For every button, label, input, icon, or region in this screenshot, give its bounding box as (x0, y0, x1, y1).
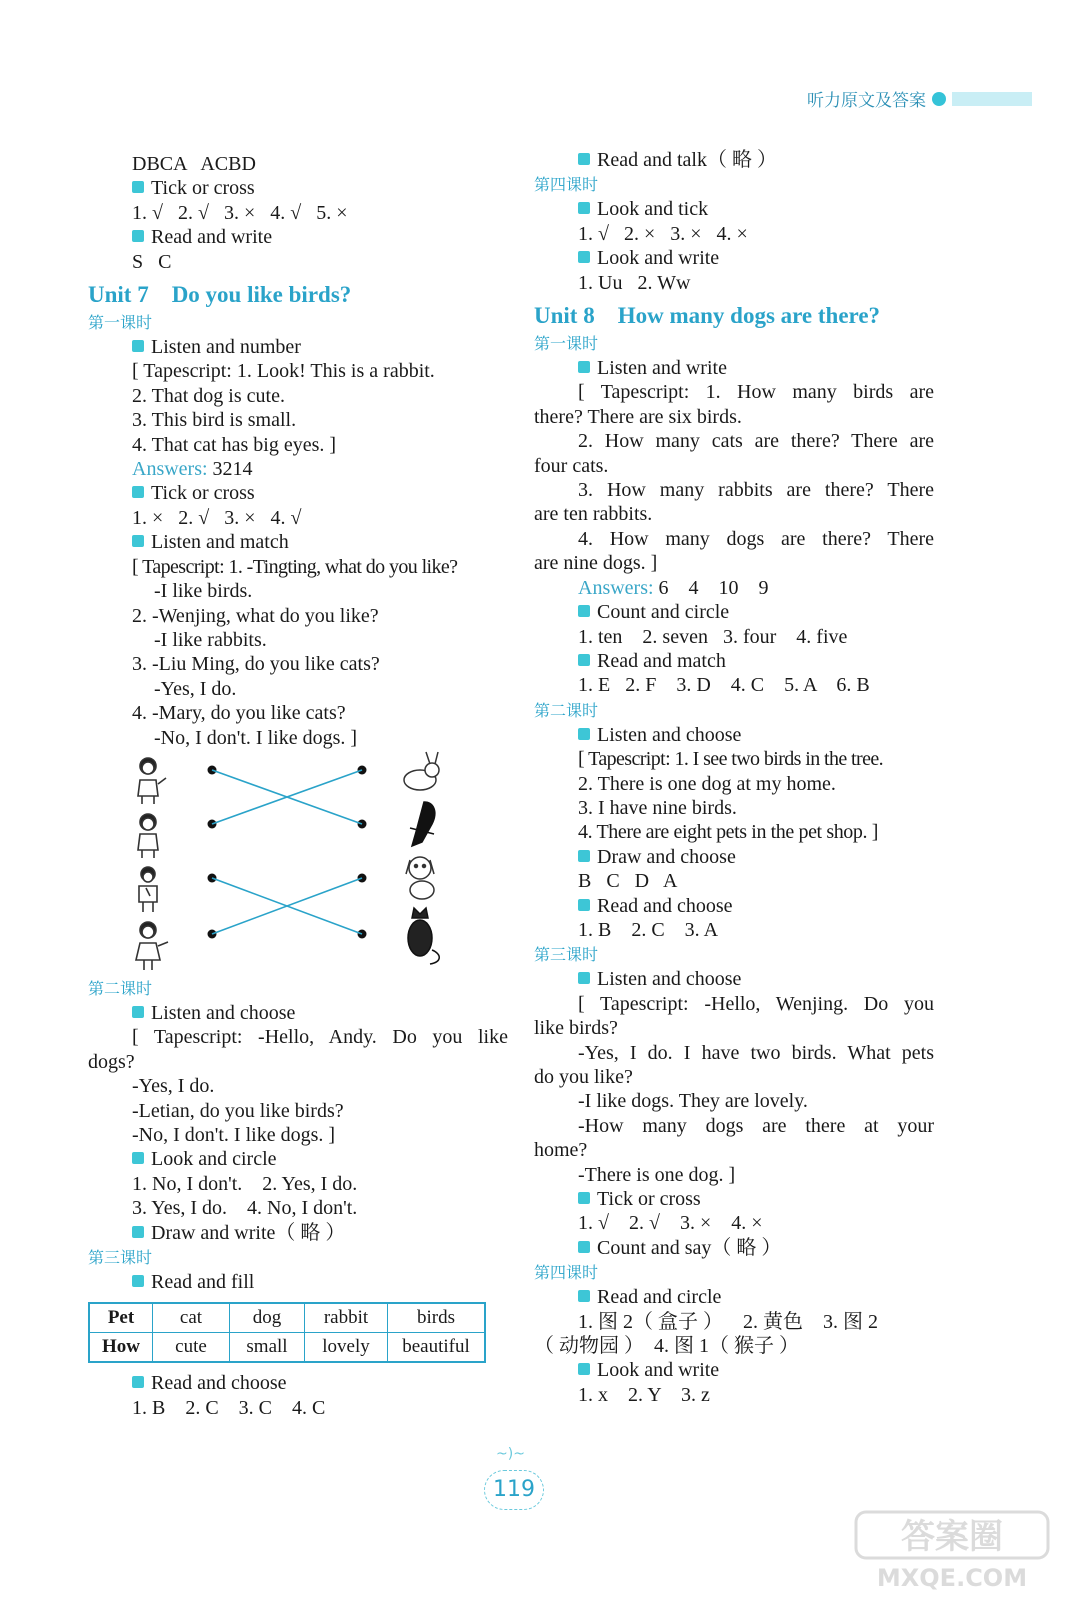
table-cell: Pet (89, 1303, 153, 1333)
tapescript-line: like birds? (534, 1017, 618, 1040)
child-tingting-icon (138, 758, 166, 804)
tapescript-line: -Yes, I do. (132, 1075, 215, 1098)
tapescript-line: -I like dogs. They are lovely. (578, 1090, 808, 1113)
answers-line: 1. √ 2. √ 3. × 4. √ 5. × (132, 201, 348, 224)
svg-text:答案圈: 答案圈 (901, 1517, 1003, 1557)
answers-line: B C D A (578, 870, 678, 893)
table-cell: cute (153, 1333, 230, 1363)
tapescript-line: -Letian, do you like birds? (132, 1099, 344, 1122)
bullet-icon (578, 728, 590, 740)
answers-line: Answers: 6 4 10 9 (578, 576, 769, 599)
right-column (534, 148, 934, 1407)
section-title: Count and circle (534, 600, 934, 624)
bullet-icon (578, 1363, 590, 1375)
tapescript-line: [ Tapescript: -Hello, Wenjing. Do you (578, 992, 934, 1015)
section-title: Look and circle (88, 1147, 508, 1171)
table-cell: dog (230, 1303, 305, 1333)
tapescript-line: 2. There is one dog at my home. (578, 772, 836, 795)
table-cell: How (89, 1333, 153, 1363)
table-cell: cat (153, 1303, 230, 1333)
rabbit-icon (404, 752, 439, 790)
tapescript-line: four cats. (534, 454, 609, 477)
table-row (89, 1303, 485, 1333)
tapescript-line: -I like rabbits. (154, 628, 267, 651)
header-title: 听力原文及答案 (807, 91, 926, 111)
answers-label: Answers: (578, 576, 654, 599)
bird-icon (410, 802, 435, 846)
bullet-icon (132, 340, 144, 352)
answers-line: 1. ten 2. seven 3. four 4. five (578, 625, 848, 648)
bullet-icon (132, 1226, 144, 1238)
table-cell: small (230, 1333, 305, 1363)
bullet-icon (578, 153, 590, 165)
lesson-label: 第一课时 (534, 334, 599, 354)
tapescript-line: [ Tapescript: 1. Look! This is a rabbit. (132, 360, 435, 383)
bullet-icon (578, 1192, 590, 1204)
tapescript-line: -There is one dog. ] (578, 1163, 736, 1186)
answers-line: 1. x 2. Y 3. z (578, 1383, 710, 1406)
bullet-icon (132, 486, 144, 498)
answers-line: 1. B 2. C 3. C 4. C (132, 1396, 326, 1419)
tapescript-line: 3. This bird is small. (132, 409, 297, 432)
answers-line: 1. E 2. F 3. D 4. C 5. A 6. B (578, 674, 870, 697)
tapescript-line: 4. There are eight pets in the pet shop. ] (578, 821, 878, 844)
section-title: Read and write (88, 225, 508, 249)
section-title: Read and choose (534, 894, 934, 918)
tapescript-line: are ten rabbits. (534, 503, 653, 526)
tapescript-line: there? There are six birds. (534, 405, 742, 428)
tapescript-line: 3. I have nine birds. (578, 796, 737, 819)
cat-icon (408, 908, 439, 964)
tapescript-line: 3. -Liu Ming, do you like cats? (132, 653, 380, 676)
lesson-label: 第二课时 (88, 978, 153, 998)
dog-icon (406, 857, 434, 899)
child-wenjing-icon (138, 814, 158, 858)
section-title: Listen and choose (534, 723, 934, 747)
answers-line: （ 动物园 ） 4. 图 1（ 猴子 ） (534, 1335, 799, 1358)
answers-line: 1. × 2. √ 3. × 4. √ (132, 506, 302, 529)
section-title: Look and write (534, 1358, 934, 1382)
tapescript-line: -How many dogs are there at your (578, 1114, 934, 1137)
tapescript-line: [ Tapescript: 1. How many birds are (578, 381, 934, 404)
lesson-label: 第四课时 (534, 175, 599, 195)
tapescript-line: 4. That cat has big eyes. ] (132, 433, 337, 456)
bullet-icon (578, 251, 590, 263)
answers-line: 1. B 2. C 3. A (578, 918, 719, 941)
tapescript-line: [ Tapescript: 1. -Tingting, what do you like? (132, 555, 458, 578)
section-title: Tick or cross (88, 176, 508, 200)
answers-label: Answers: (132, 458, 208, 481)
child-mary-icon (136, 922, 168, 970)
watermark-logo (852, 1506, 1052, 1592)
answers-line: 1. No, I don't. 2. Yes, I do. (132, 1172, 358, 1195)
tapescript-line: do you like? (534, 1066, 633, 1088)
table-row (89, 1333, 485, 1363)
lesson-label: 第三课时 (534, 945, 599, 965)
section-title: Read and circle (534, 1285, 934, 1309)
section-title: Read and fill (88, 1270, 508, 1294)
header-bar (952, 92, 1032, 106)
tapescript-line: -No, I don't. I like dogs. ] (154, 726, 358, 749)
tapescript-line: -Yes, I do. (154, 677, 237, 700)
section-title: Count and say（ 略 ） (534, 1236, 934, 1260)
tapescript-line: [ Tapescript: -Hello, Andy. Do you like (132, 1026, 508, 1049)
bullet-icon (132, 1006, 144, 1018)
svg-text:MXQE.COM: MXQE.COM (876, 1564, 1028, 1592)
unit-title: Unit 7 Do you like birds? (88, 282, 352, 308)
bullet-icon (578, 654, 590, 666)
table-cell: birds (388, 1303, 486, 1333)
pet-table (88, 1302, 486, 1363)
lesson-label: 第一课时 (88, 313, 153, 333)
bullet-icon (132, 1152, 144, 1164)
section-title: Tick or cross (534, 1187, 934, 1211)
section-title: Draw and write（ 略 ） (88, 1221, 508, 1245)
answers-line: S C (132, 250, 172, 273)
bullet-icon (578, 850, 590, 862)
header-ornament-icon (932, 92, 946, 106)
unit-title: Unit 8 How many dogs are there? (534, 303, 881, 329)
lesson-label: 第三课时 (88, 1248, 153, 1267)
bullet-icon (578, 972, 590, 984)
bullet-icon (132, 1376, 144, 1388)
bullet-icon (578, 899, 590, 911)
answers-line: 1. Uu 2. Ww (578, 271, 691, 294)
lesson-label: 第二课时 (534, 700, 599, 720)
tapescript-line: -No, I don't. I like dogs. ] (132, 1123, 336, 1146)
page-header (807, 86, 1032, 111)
bullet-icon (578, 605, 590, 617)
answers-line: 3. Yes, I do. 4. No, I don't. (132, 1197, 358, 1220)
tapescript-line: dogs? (88, 1050, 135, 1073)
section-title: Listen and number (88, 335, 508, 359)
answers-line: Answers: 3214 (132, 458, 253, 481)
bullet-icon (578, 361, 590, 373)
bullet-icon (132, 535, 144, 547)
section-title: Listen and write (534, 356, 934, 380)
lesson-label: 第四课时 (534, 1263, 599, 1283)
tapescript-line: 4. -Mary, do you like cats? (132, 702, 346, 725)
bullet-icon (578, 1290, 590, 1302)
top-answers: DBCA ACBD (132, 153, 256, 175)
tapescript-line: 4. How many dogs are there? There (578, 527, 934, 550)
tapescript-line: 2. -Wenjing, what do you like? (132, 604, 379, 627)
section-title: Look and write (534, 246, 934, 270)
bullet-icon (132, 1275, 144, 1287)
tapescript-line: -Yes, I do. I have two birds. What pets (578, 1041, 934, 1064)
section-title: Read and talk（ 略 ） (534, 148, 934, 172)
answers-line: 1. 图 2（ 盒子 ） 2. 黄色 3. 图 2 (578, 1310, 878, 1333)
table-cell: beautiful (388, 1333, 486, 1363)
section-title: Read and match (534, 649, 934, 673)
child-liuming-icon (139, 867, 157, 912)
answers-line: 1. √ 2. √ 3. × 4. × (578, 1212, 763, 1235)
table-cell: lovely (305, 1333, 388, 1363)
tapescript-line: 2. That dog is cute. (132, 384, 285, 407)
section-title: Listen and match (88, 530, 508, 554)
bullet-icon (132, 181, 144, 193)
table-cell: rabbit (305, 1303, 388, 1333)
matching-svg (130, 750, 490, 976)
section-title: Draw and choose (534, 845, 934, 869)
tapescript-line: home? (534, 1139, 588, 1162)
tapescript-line: 3. How many rabbits are there? There (578, 479, 934, 502)
section-title: Tick or cross (88, 481, 508, 505)
bullet-icon (132, 230, 144, 242)
tapescript-line: are nine dogs. ] (534, 552, 658, 575)
answers-line: 1. √ 2. × 3. × 4. × (578, 222, 748, 245)
page-number: 119 (484, 1470, 544, 1510)
section-title: Read and choose (88, 1371, 508, 1395)
matching-illustration (130, 750, 490, 976)
tapescript-line: [ Tapescript: 1. I see two birds in the tree. (578, 748, 884, 771)
tapescript-line: 2. How many cats are there? There are (578, 430, 934, 453)
left-column (88, 152, 508, 1420)
section-title: Listen and choose (88, 1001, 508, 1025)
bullet-icon (578, 1241, 590, 1253)
section-title: Listen and choose (534, 967, 934, 991)
page-ornament: ~)~ (496, 1446, 525, 1462)
tapescript-line: -I like birds. (154, 580, 253, 603)
bullet-icon (578, 202, 590, 214)
section-title: Look and tick (534, 197, 934, 221)
